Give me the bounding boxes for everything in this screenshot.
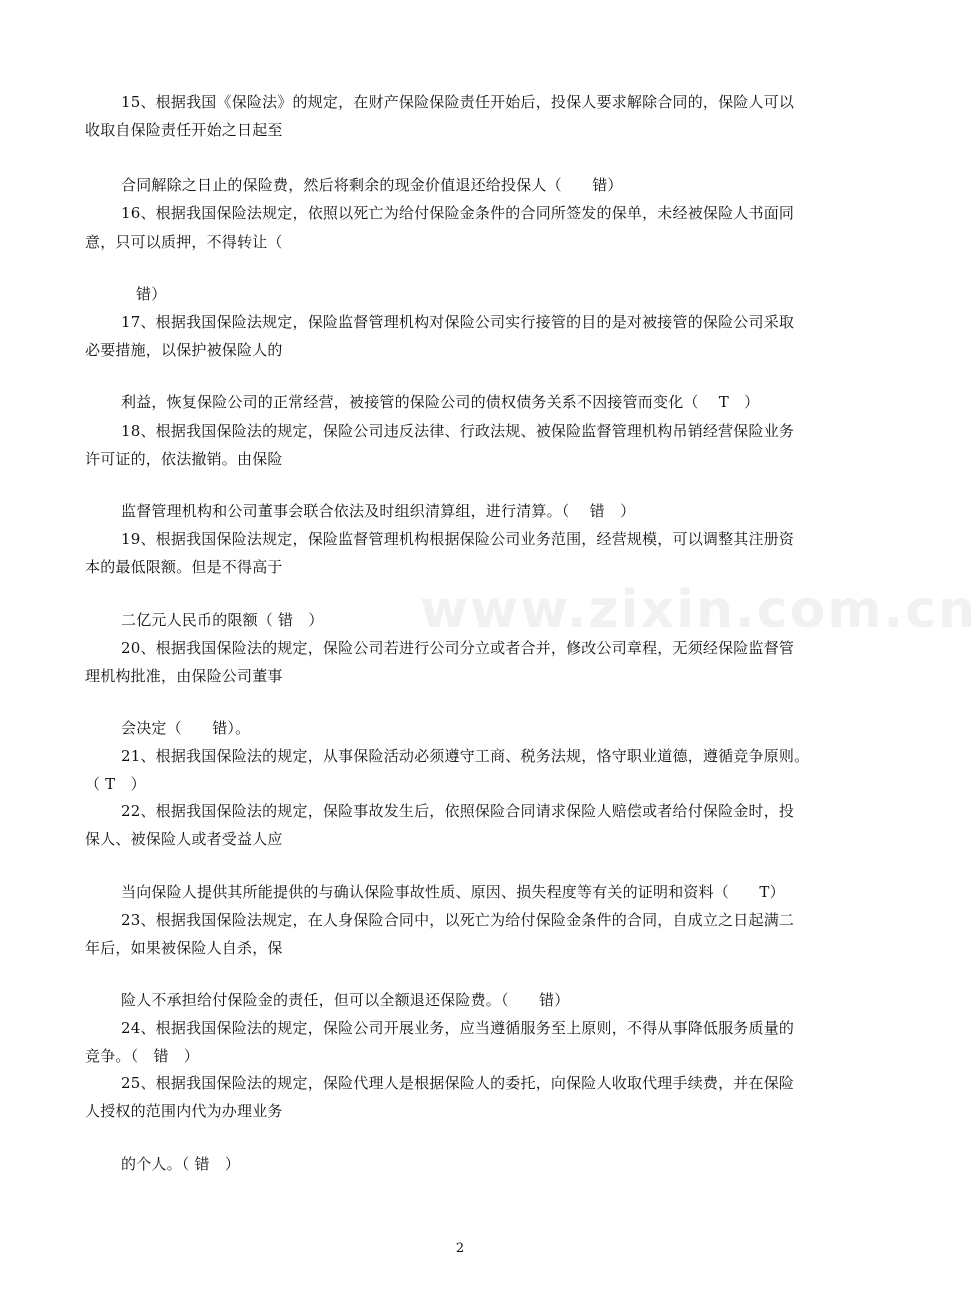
- text-line: 竞争。（ 错 ）: [85, 1047, 200, 1065]
- text-line: 会决定（ 错）。: [121, 719, 251, 737]
- text-line: 24、根据我国保险法的规定，保险公司开展业务，应当遵循服务至上原则，不得从事降低服务质量的: [121, 1019, 795, 1037]
- text-line: 监督管理机构和公司董事会联合依法及时组织清算组，进行清算。（ 错 ）: [121, 502, 636, 520]
- text-line: 利益，恢复保险公司的正常经营，被接管的保险公司的债权债务关系不因接管而变化（ T ）: [121, 393, 760, 411]
- text-line: 本的最低限额。但是不得高于: [85, 558, 283, 576]
- text-line: 错）: [136, 285, 167, 303]
- text-line: 当向保险人提供其所能提供的与确认保险事故性质、原因、损失程度等有关的证明和资料（ T）: [121, 883, 785, 901]
- text-line: 保人、被保险人或者受益人应: [85, 830, 283, 848]
- watermark: www.zixin.com.cn: [420, 580, 977, 640]
- text-line: 18、根据我国保险法的规定，保险公司违反法律、行政法规、被保险监督管理机构吊销经营保险业务: [121, 422, 795, 440]
- text-line: 人授权的范围内代为办理业务: [85, 1102, 283, 1120]
- text-line: 23、根据我国保险法规定，在人身保险合同中，以死亡为给付保险金条件的合同，自成立之日起满二: [121, 911, 795, 929]
- text-line: 20、根据我国保险法的规定，保险公司若进行公司分立或者合并，修改公司章程，无须经保险监督管: [121, 639, 795, 657]
- text-line: 理机构批准，由保险公司董事: [85, 667, 283, 685]
- text-line: 必要措施，以保护被保险人的: [85, 341, 283, 359]
- text-line: 二亿元人民币的限额（ 错 ）: [121, 611, 324, 629]
- text-line: 许可证的，依法撤销。由保险: [85, 450, 283, 468]
- text-line: 险人不承担给付保险金的责任，但可以全额退还保险费。（ 错）: [121, 991, 570, 1009]
- text-line: 收取自保险责任开始之日起至: [85, 121, 283, 139]
- page-number: 2: [455, 1241, 465, 1256]
- text-line: 21、根据我国保险法的规定，从事保险活动必须遵守工商、税务法规，恪守职业道德，遵循竞争原则。: [121, 747, 810, 765]
- text-line: 合同解除之日止的保险费，然后将剩余的现金价值退还给投保人（ 错）: [121, 176, 623, 194]
- text-line: 25、根据我国保险法的规定，保险代理人是根据保险人的委托，向保险人收取代理手续费，并在保险: [121, 1074, 795, 1092]
- text-line: 15、根据我国《保险法》的规定，在财产保险保险责任开始后，投保人要求解除合同的，保险人可以: [121, 93, 795, 111]
- text-line: 17、根据我国保险法规定，保险监督管理机构对保险公司实行接管的目的是对被接管的保险公司采取: [121, 313, 795, 331]
- text-line: 年后，如果被保险人自杀，保: [85, 939, 283, 957]
- text-line: 的个人。（ 错 ）: [121, 1155, 241, 1173]
- text-line: 意，只可以质押，不得转让（: [85, 233, 283, 251]
- text-line: （ T ）: [85, 775, 146, 793]
- text-line: 22、根据我国保险法的规定，保险事故发生后，依照保险合同请求保险人赔偿或者给付保险金时，投: [121, 802, 795, 820]
- text-line: 19、根据我国保险法规定，保险监督管理机构根据保险公司业务范围，经营规模，可以调整其注册资: [121, 530, 795, 548]
- text-line: 16、根据我国保险法规定，依照以死亡为给付保险金条件的合同所签发的保单，未经被保险人书面同: [121, 204, 795, 222]
